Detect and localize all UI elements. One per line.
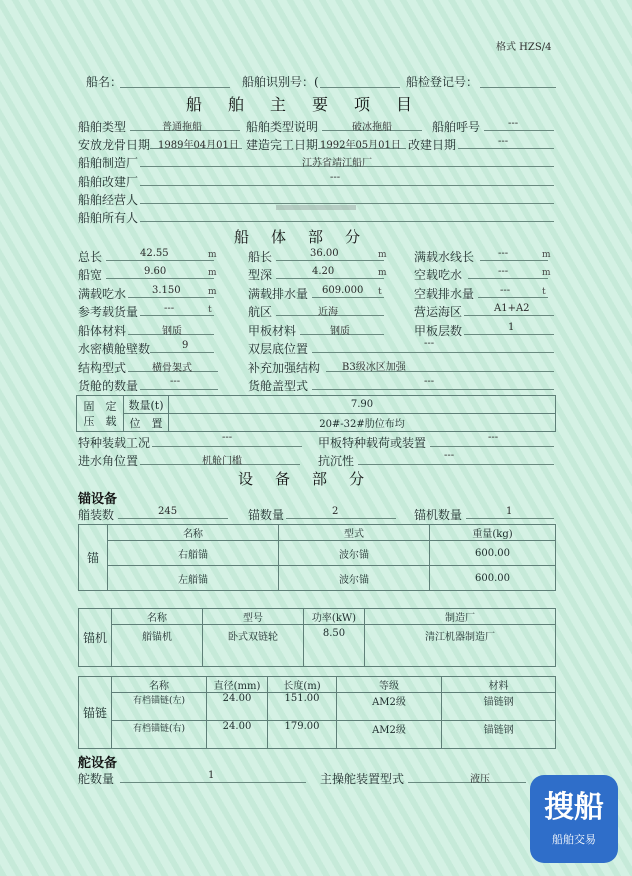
flood-value: 机舱门槛 bbox=[202, 456, 242, 467]
light-disp-value: --- bbox=[500, 285, 511, 296]
frame-label: 结构型式 bbox=[78, 361, 127, 375]
title-equipment: 设备部分 bbox=[238, 470, 387, 488]
ballast-pos-label: 位 置 bbox=[124, 414, 169, 432]
full-draft-value: 3.150 bbox=[152, 285, 181, 296]
bow-value: 245 bbox=[158, 506, 178, 517]
ship-id-label: 船舶识别号：( bbox=[242, 75, 319, 89]
type-desc-value: 破冰拖船 bbox=[352, 122, 392, 133]
windlass-header-model: 型号 bbox=[203, 609, 304, 625]
anchor-header-weight: 重量(kg) bbox=[430, 525, 556, 541]
deck-cargo-label: 甲板特种载荷或装置 bbox=[318, 436, 427, 450]
full-disp-label: 满载排水量 bbox=[248, 287, 309, 301]
reg-no-label: 船检登记号： bbox=[406, 75, 479, 89]
windlass-header-maker: 制造厂 bbox=[365, 609, 556, 625]
chain-row-name: 有档锚链(右) bbox=[112, 721, 207, 749]
anchor-row-type: 波尔锚 bbox=[279, 541, 430, 566]
anchor-side-label: 锚 bbox=[79, 525, 108, 591]
ref-cargo-unit: t bbox=[208, 305, 212, 315]
chain-header-name: 名称 bbox=[112, 677, 207, 693]
chain-row-length: 179.00 bbox=[268, 721, 337, 749]
sink-label: 抗沉性 bbox=[318, 454, 355, 468]
anchor-row-name: 左艏锚 bbox=[108, 566, 279, 591]
windlass-row-name: 艏锚机 bbox=[112, 625, 203, 667]
beam-value: 9.60 bbox=[144, 266, 167, 277]
anchor-count-value: 2 bbox=[332, 506, 339, 517]
op-area-value: A1+A2 bbox=[494, 303, 530, 314]
chain-header-length: 长度(m) bbox=[268, 677, 337, 693]
format-code: 格式 HZS/4 bbox=[496, 42, 552, 53]
beam-unit: m bbox=[208, 268, 217, 278]
frame-value: 横骨架式 bbox=[152, 363, 192, 374]
full-wl-value: --- bbox=[498, 248, 509, 259]
windlass-count-label: 锚机数量 bbox=[414, 508, 463, 522]
full-disp-unit: t bbox=[378, 287, 382, 297]
sink-value: --- bbox=[444, 450, 455, 461]
chain-header-grade: 等级 bbox=[337, 677, 442, 693]
depth-unit: m bbox=[378, 268, 387, 278]
anchor-header-name: 名称 bbox=[108, 525, 279, 541]
special-label: 特种装载工况 bbox=[78, 436, 151, 450]
windlass-header-power: 功率(kW) bbox=[304, 609, 365, 625]
double-bottom-label: 双层底位置 bbox=[248, 342, 309, 356]
deck-mat-value: 钢质 bbox=[330, 326, 350, 337]
double-bottom-value: --- bbox=[424, 338, 435, 349]
hull-mat-value: 钢质 bbox=[162, 326, 182, 337]
light-draft-value: --- bbox=[498, 266, 509, 277]
lbp-label: 船长 bbox=[248, 250, 273, 264]
hatch-label: 货舱盖型式 bbox=[248, 379, 309, 393]
call-sign-value: --- bbox=[508, 118, 519, 129]
anchor-row-type: 波尔锚 bbox=[279, 566, 430, 591]
type-desc-label: 船舶类型说明 bbox=[246, 120, 319, 134]
reinforce-label: 补充加强结构 bbox=[248, 361, 321, 375]
windlass-side-label: 锚机 bbox=[79, 609, 112, 667]
hull-mat-label: 船体材料 bbox=[78, 324, 127, 338]
full-draft-unit: m bbox=[208, 287, 217, 297]
anchor-row-weight: 600.00 bbox=[430, 566, 556, 591]
ballast-label-2: 压 载 bbox=[83, 414, 117, 428]
chain-side-label: 锚链 bbox=[79, 677, 112, 749]
ship-name-label: 船名： bbox=[86, 75, 123, 89]
light-disp-label: 空载排水量 bbox=[414, 287, 475, 301]
ballast-qty-label: 数量(t) bbox=[124, 396, 169, 414]
rebuilder-value: --- bbox=[330, 172, 341, 183]
logo-subtext: 船舶交易 bbox=[552, 833, 596, 846]
soship-logo bbox=[530, 775, 618, 863]
bow-label: 艏装数 bbox=[78, 508, 115, 522]
full-disp-value: 609.000 bbox=[322, 285, 364, 296]
depth-value: 4.20 bbox=[312, 266, 335, 277]
steering-gear-label: 主操舵装置型式 bbox=[320, 772, 405, 786]
builder-label: 船舶制造厂 bbox=[78, 156, 139, 170]
ref-cargo-value: --- bbox=[164, 303, 175, 314]
rebuilder-label: 船舶改建厂 bbox=[78, 175, 139, 189]
fixed-ballast-table bbox=[76, 395, 556, 432]
full-wl-label: 满载水线长 bbox=[414, 250, 475, 264]
anchor-row-name: 右艏锚 bbox=[108, 541, 279, 566]
loa-value: 42.55 bbox=[140, 248, 169, 259]
loa-unit: m bbox=[208, 250, 217, 260]
bulkheads-value: 9 bbox=[182, 340, 189, 351]
chain-row-length: 151.00 bbox=[268, 693, 337, 721]
deck-cargo-value: --- bbox=[488, 432, 499, 443]
depth-label: 型深 bbox=[248, 268, 273, 282]
call-sign-label: 船舶呼号 bbox=[432, 120, 481, 134]
light-draft-label: 空载吃水 bbox=[414, 268, 463, 282]
ballast-qty-value: 7.90 bbox=[169, 396, 556, 414]
lbp-value: 36.00 bbox=[310, 248, 339, 259]
chain-header-material: 材料 bbox=[442, 677, 556, 693]
light-draft-unit: m bbox=[542, 268, 551, 278]
light-disp-unit: t bbox=[542, 287, 546, 297]
chain-row-name: 有档锚链(左) bbox=[112, 693, 207, 721]
windlass-row-power: 8.50 bbox=[304, 625, 365, 667]
chain-row-material: 锚链钢 bbox=[442, 693, 556, 721]
loa-label: 总长 bbox=[78, 250, 103, 264]
keel-label: 安放龙骨日期 bbox=[78, 138, 151, 152]
deck-layers-value: 1 bbox=[508, 322, 515, 333]
chain-row-diameter: 24.00 bbox=[207, 693, 268, 721]
op-area-label: 营运海区 bbox=[414, 305, 463, 319]
windlass-row-maker: 清江机器制造厂 bbox=[365, 625, 556, 667]
title-main: 船舶主要项目 bbox=[186, 95, 439, 114]
rudder-count-value: 1 bbox=[208, 770, 215, 781]
anchor-table bbox=[78, 524, 556, 591]
full-draft-label: 满载吃水 bbox=[78, 287, 127, 301]
windlass-count-value: 1 bbox=[506, 506, 513, 517]
owner-label: 船舶所有人 bbox=[78, 211, 139, 225]
anchor-row-weight: 600.00 bbox=[430, 541, 556, 566]
hatch-value: --- bbox=[424, 376, 435, 387]
rudder-count-label: 舵数量 bbox=[78, 772, 115, 786]
type-label: 船舶类型 bbox=[78, 120, 127, 134]
title-hull: 船体部分 bbox=[234, 228, 383, 246]
holds-value: --- bbox=[170, 376, 181, 387]
logo-text: 搜船 bbox=[544, 790, 604, 825]
reinforce-value: B3级冰区加强 bbox=[342, 362, 406, 373]
windlass-header-name: 名称 bbox=[112, 609, 203, 625]
full-wl-unit: m bbox=[542, 250, 551, 260]
lbp-unit: m bbox=[378, 250, 387, 260]
nav-area-value: 近海 bbox=[318, 307, 338, 318]
operator-label: 船舶经营人 bbox=[78, 193, 139, 207]
anchor-count-label: 锚数量 bbox=[248, 508, 285, 522]
anchor-section-title: 锚设备 bbox=[78, 492, 118, 507]
keel-value: 1989年04月01日 bbox=[158, 140, 239, 151]
rudder-section-title: 舵设备 bbox=[78, 756, 118, 771]
nav-area-label: 航区 bbox=[248, 305, 273, 319]
built-label: 建造完工日期 bbox=[246, 138, 319, 152]
bulkheads-label: 水密横舱壁数 bbox=[78, 342, 151, 356]
chain-row-grade: AM2级 bbox=[337, 721, 442, 749]
flood-label: 进水角位置 bbox=[78, 454, 139, 468]
chain-row-material: 锚链钢 bbox=[442, 721, 556, 749]
windlass-table bbox=[78, 608, 556, 667]
built-value: 1992年05月01日 bbox=[320, 140, 401, 151]
special-value: --- bbox=[222, 432, 233, 443]
steering-gear-value: 液压 bbox=[470, 774, 490, 785]
type-value: 普通拖船 bbox=[162, 122, 202, 133]
chain-row-grade: AM2级 bbox=[337, 693, 442, 721]
ballast-label-1: 固 定 bbox=[83, 399, 117, 413]
chain-header-diameter: 直径(mm) bbox=[207, 677, 268, 693]
deck-mat-label: 甲板材料 bbox=[248, 324, 297, 338]
deck-layers-label: 甲板层数 bbox=[414, 324, 463, 338]
holds-label: 货舱的数量 bbox=[78, 379, 139, 393]
rebuilt-label: 改建日期 bbox=[408, 138, 457, 152]
rebuilt-value: --- bbox=[498, 136, 509, 147]
beam-label: 船宽 bbox=[78, 268, 103, 282]
ballast-pos-value: 20#-32#肋位布均 bbox=[169, 414, 556, 432]
builder-value: 江苏省靖江船厂 bbox=[302, 158, 372, 169]
ref-cargo-label: 参考载货量 bbox=[78, 305, 139, 319]
chain-row-diameter: 24.00 bbox=[207, 721, 268, 749]
windlass-row-model: 卧式双链轮 bbox=[203, 625, 304, 667]
anchor-header-type: 型式 bbox=[279, 525, 430, 541]
redacted-mark bbox=[276, 205, 356, 210]
chain-table bbox=[78, 676, 556, 749]
